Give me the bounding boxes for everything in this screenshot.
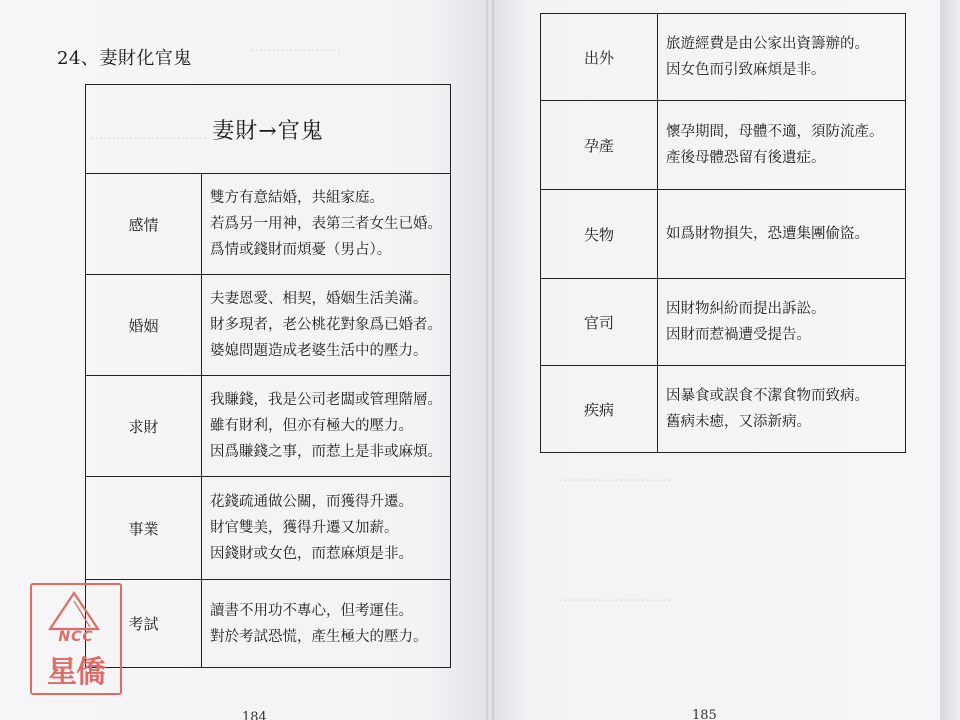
description-line: 花錢疏通做公關，而獲得升遷。 bbox=[210, 494, 413, 510]
row-description bbox=[202, 275, 451, 376]
right-table bbox=[540, 13, 906, 453]
description-line: 爲情或錢財而煩憂（男占）。 bbox=[210, 242, 392, 258]
watermark-stamp bbox=[30, 583, 122, 695]
page-number: 184 bbox=[242, 710, 267, 720]
table-row bbox=[86, 174, 451, 275]
bleed-through-text: ……………………… bbox=[554, 590, 671, 605]
table-row bbox=[541, 190, 906, 279]
description-line: 財官雙美，獲得升遷又加薪。 bbox=[210, 520, 399, 536]
row-description bbox=[658, 279, 906, 366]
table-title-row bbox=[86, 85, 451, 174]
description-line: 舊病未癒，又添新病。 bbox=[666, 414, 811, 430]
page-number: 185 bbox=[692, 708, 717, 720]
row-label: 求財 bbox=[86, 376, 202, 477]
description-line: 因暴食或誤食不潔食物而致病。 bbox=[666, 388, 869, 404]
row-label: 事業 bbox=[86, 477, 202, 580]
table-title: 妻財→官鬼 bbox=[86, 85, 451, 174]
description-line: 產後母體恐留有後遺症。 bbox=[666, 150, 826, 166]
table-row bbox=[541, 279, 906, 366]
triangle-icon bbox=[44, 589, 104, 633]
description-line: 旅遊經費是由公家出資籌辦的。 bbox=[666, 36, 869, 52]
description-line: 對於考試恐慌，產生極大的壓力。 bbox=[210, 628, 428, 645]
table-row bbox=[86, 376, 451, 477]
description-line: 因財物糾紛而提出訴訟。 bbox=[666, 301, 826, 317]
row-description bbox=[202, 580, 451, 668]
row-label: 孕產 bbox=[541, 101, 658, 190]
bleed-through-text: ……………………… bbox=[554, 470, 671, 485]
table-row bbox=[541, 366, 906, 453]
description-line: 因錢財或女色，而惹麻煩是非。 bbox=[210, 546, 413, 562]
right-page bbox=[494, 0, 940, 720]
description-line: 讀書不用功不專心，但考運佳。 bbox=[210, 602, 413, 619]
table-row bbox=[86, 580, 451, 668]
row-description bbox=[658, 366, 906, 453]
table-row bbox=[541, 14, 906, 101]
description-line: 財多現者，老公桃花對象爲已婚者。 bbox=[210, 317, 442, 333]
book-gutter bbox=[486, 0, 494, 720]
row-description bbox=[658, 14, 906, 101]
left-table bbox=[85, 84, 451, 668]
stamp-name-text: 星僑 bbox=[47, 655, 105, 690]
description-line: 因女色而引致麻煩是非。 bbox=[666, 62, 826, 78]
section-heading: 24、妻財化官鬼 bbox=[57, 48, 192, 69]
description-line: 雙方有意結婚，共組家庭。 bbox=[210, 190, 384, 206]
book-edge bbox=[940, 0, 960, 720]
description-line: 我賺錢，我是公司老闆或管理階層。 bbox=[210, 392, 442, 408]
description-line: 如爲財物損失，恐遭集團偷盜。 bbox=[666, 226, 869, 242]
description-line: 因爲賺錢之事，而惹上是非或麻煩。 bbox=[210, 444, 442, 460]
bleed-through-text: ……………………… bbox=[90, 128, 207, 143]
table-row bbox=[86, 477, 451, 580]
description-line: 懷孕期間，母體不適，須防流產。 bbox=[666, 124, 884, 140]
row-description bbox=[658, 101, 906, 190]
description-line: 婆媳問題造成老婆生活中的壓力。 bbox=[210, 343, 428, 359]
row-description bbox=[202, 174, 451, 275]
row-label: 官司 bbox=[541, 279, 658, 366]
description-line: 因財而惹禍遭受提告。 bbox=[666, 327, 811, 343]
table-row bbox=[541, 101, 906, 190]
description-line: 夫妻恩愛、相契，婚姻生活美滿。 bbox=[210, 291, 428, 307]
description-line: 雖有財利，但亦有極大的壓力。 bbox=[210, 418, 413, 434]
row-description bbox=[202, 477, 451, 580]
row-description bbox=[658, 190, 906, 279]
bleed-through-text: ………………… bbox=[250, 40, 341, 55]
row-label: 失物 bbox=[541, 190, 658, 279]
stamp-ncc-text: NCC bbox=[58, 629, 94, 645]
description-line: 若爲另一用神，表第三者女生已婚。 bbox=[210, 216, 442, 232]
row-label: 出外 bbox=[541, 14, 658, 101]
row-description bbox=[202, 376, 451, 477]
row-label: 感情 bbox=[86, 174, 202, 275]
table-row bbox=[86, 275, 451, 376]
row-label: 考試 bbox=[86, 580, 202, 668]
row-label: 婚姻 bbox=[86, 275, 202, 376]
row-label: 疾病 bbox=[541, 366, 658, 453]
